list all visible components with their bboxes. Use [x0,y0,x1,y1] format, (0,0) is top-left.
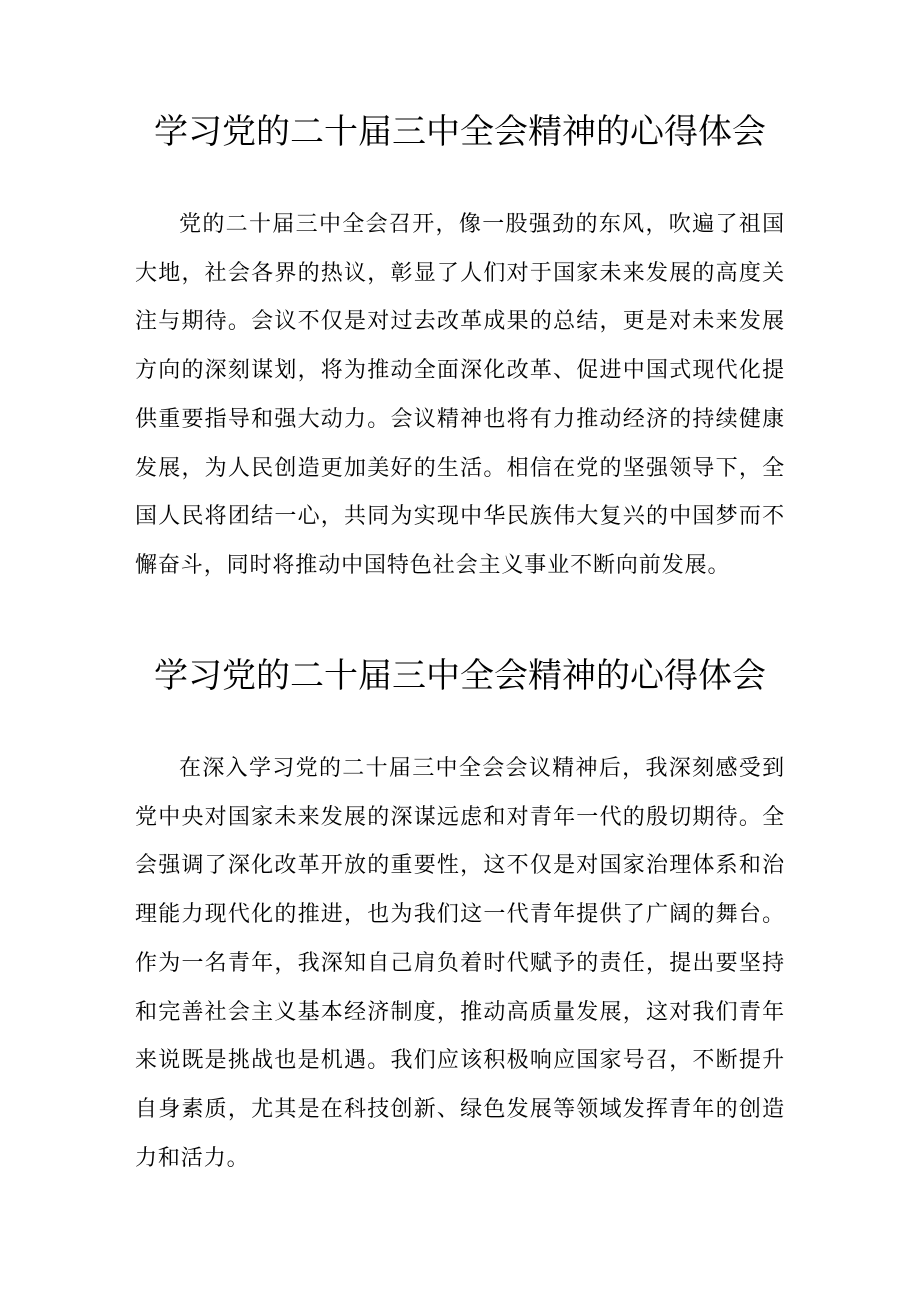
section-1-title: 学习党的二十届三中全会精神的心得体会 [154,112,766,152]
section-1-paragraph: 党的二十届三中全会召开，像一股强劲的东风，吹遍了祖国大地，社会各界的热议，彰显了人们对于国家未来发展的高度关注与期待。会议不仅是对过去改革成果的总结，更是对未来发展方向的深刻谋划，将为推动全面深化改革、促进中国式现代化提供重要指导和强大动力。会议精神也将有力推动经济的持续健康发展，为人民创造更加美好的生活。相信在党的坚强领导下，全国人民将团结一心，共同为实现中华民族伟大复兴的中国梦而不懈奋斗，同时将推动中国特色社会主义事业不断向前发展。 [135,212,785,578]
section-2-paragraph: 在深入学习党的二十届三中全会会议精神后，我深刻感受到党中央对国家未来发展的深谋远虑和对青年一代的殷切期待。全会强调了深化改革开放的重要性，这不仅是对国家治理体系和治理能力现代化的推进，也为我们这一代青年提供了广阔的舞台。作为一名青年，我深知自己肩负着时代赋予的责任，提出要坚持和完善社会主义基本经济制度，推动高质量发展，这对我们青年来说既是挑战也是机遇。我们应该积极响应国家号召，不断提升自身素质，尤其是在科技创新、绿色发展等领域发挥青年的创造力和活力。 [135,756,785,1171]
section-2-title: 学习党的二十届三中全会精神的心得体会 [154,656,766,696]
